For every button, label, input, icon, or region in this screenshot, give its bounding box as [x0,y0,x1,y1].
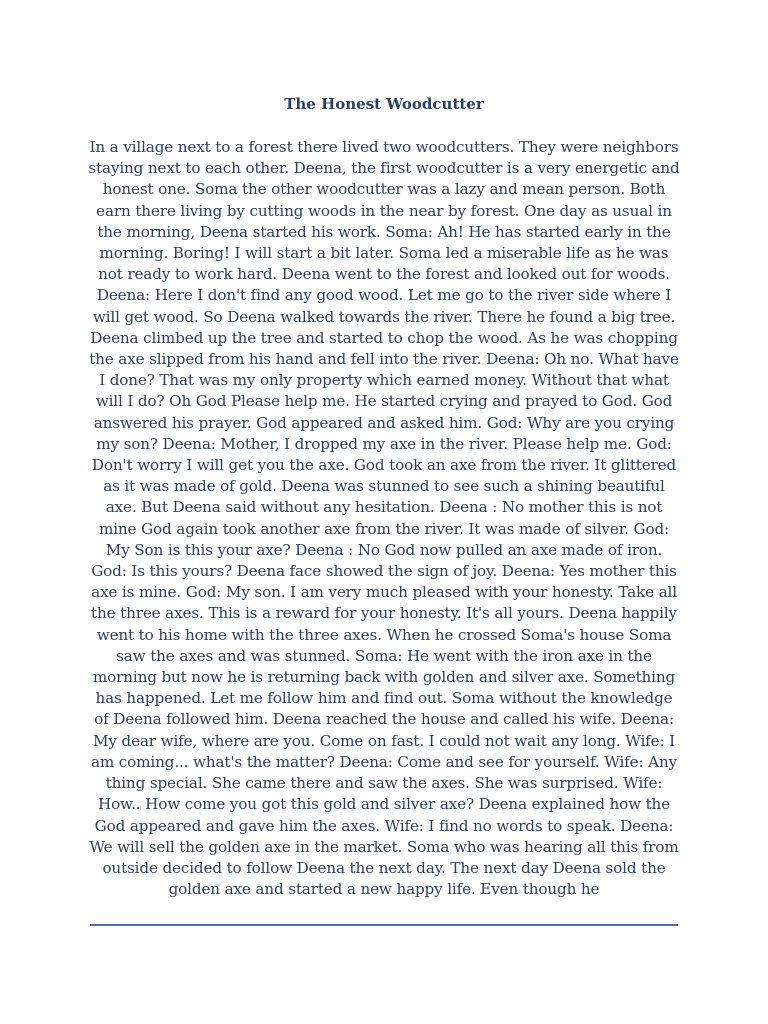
story-text: In a village next to a forest there lived two woodcutters. They were neighbors staying next to each other. Deena, the first woodcutter is a very energetic and honest one. Soma the other woodcutter was a lazy and mean person. Both earn there living by cutting woods in the near by forest. One day as usual in the morning, Deena started his work. Soma: Ah! He has started early in the morning. Boring! I will start a bit later. Soma led a miserable life as he was not ready to work hard. Deena went to the forest and looked out for woods. Deena: Here I don't find any good wood. Let me go to the river side where I will get wood. So Deena walked towards the river. There he found a big tree. Deena climbed up the tree and started to chop the wood. As he was chopping the axe slipped from his hand and fell into the river. Deena: Oh no. What have I done? That was my only property which earned money. Without that what will I do? Oh God Please help me. He started crying and prayed to God. God answered his prayer. God appeared and asked him. God: Why are you crying my son? Deena: Mother, I dropped my axe in the river. Please help me. God: Don't worry I will get you the axe. God took an axe from the river. It glittered as it was made of gold. Deena was stunned to see such a shining beautiful axe. But Deena said without any hesitation. Deena : No mother this is not mine God again took another axe from the river. It was made of silver. God: My Son is this your axe? Deena : No God now pulled an axe made of iron. God: Is this yours? Deena face showed the sign of joy. Deena: Yes mother this axe is mine. God: My son. I am very much pleased with your honesty. Take all the three axes. This is a reward for your honesty. It's all yours. Deena happily went to his home with the three axes. When he crossed Soma's house Soma saw the axes and was stunned. Soma: He went with the iron axe in the morning but now he is returning back with golden and silver axe. Something has happened. Let me follow him and find out. Soma without the knowledge of Deena followed him. Deena reached the house and called his wife. Deena: My dear wife, where are you. Come on fast. I could not wait any long. Wife: I am coming... what's the matter? Deena: Come and see for yourself. Wife: Any thing special. She came there and saw the axes. She was surprised. Wife: How.. How come you got this gold and silver axe? Deena explained how the God appeared and gave him the axes. Wife: I find no words to speak. Deena: We will sell the golden axe in the market. Soma who was hearing all this from outside decided to follow Deena the next day. The next day Deena sold the golden axe and started a new happy life. Even though he [88,138,680,899]
document-title: The Honest Woodcutter [284,95,484,113]
page-divider [90,924,678,926]
